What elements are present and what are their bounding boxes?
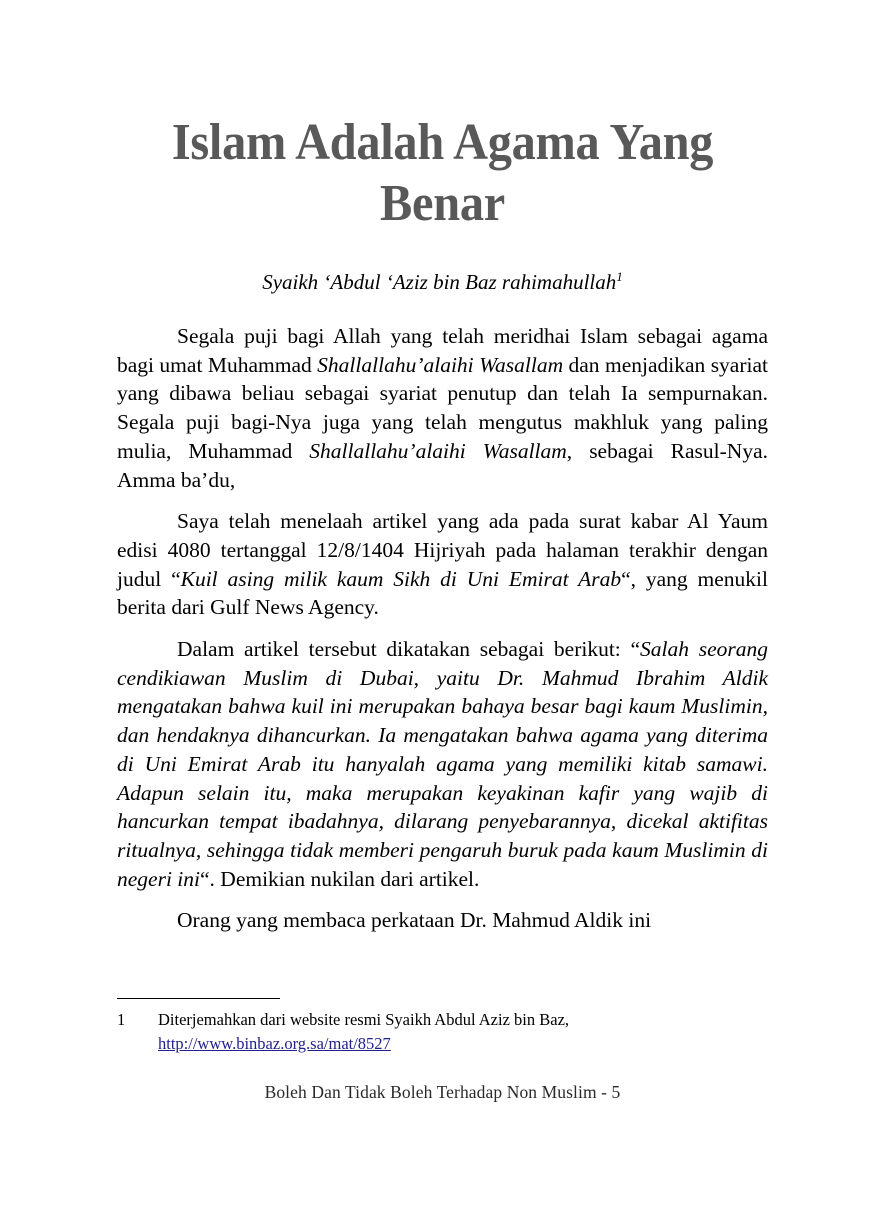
- text-run: “. Demikian nukilan dari artikel.: [200, 866, 480, 891]
- author-name: Syaikh ‘Abdul ‘Aziz bin Baz rahimahullah: [262, 269, 617, 294]
- text-run: Kuil asing milik kaum Sikh di Uni Emirat Arab: [180, 566, 622, 591]
- text-run: Shallallahu’alaihi Wasallam: [309, 438, 567, 463]
- text-run: , sebagai Rasul-Nya. Amma ba’du,: [117, 438, 768, 492]
- text-run: Salah seorang cendikiawan Muslim di Dubai, yaitu Dr. Mahmud Ibrahim Aldik mengatakan bahwa kuil ini merupakan bahaya besar bagi kaum Muslimin, dan hendaknya dihancurkan. Ia mengatakan bahwa agama yang diterima di Uni Emirat Arab itu hanyalah agama yang memiliki kitab samawi. Adapun selain itu, maka merupakan keyakinan kafir yang wajib di hancurkan tempat ibadahnya, dilarang penyebarannya, dicekal aktifitas ritualnya, sehingga tidak memberi pengaruh buruk pada kaum Muslimin di negeri ini: [117, 637, 768, 891]
- paragraph-4: [117, 906, 768, 935]
- paragraph-2: [117, 507, 768, 622]
- body-text: [117, 296, 768, 935]
- footnote-url-link[interactable]: http://www.binbaz.org.sa/mat/8527: [158, 1034, 391, 1053]
- footnote-text: Diterjemahkan dari website resmi Syaikh Abdul Aziz bin Baz,: [158, 1010, 570, 1029]
- page-title: Islam Adalah Agama Yang Benar: [171, 114, 714, 233]
- text-run: dan menjadikan syariat yang dibawa beliau sebagai syariat penutup dan telah Ia sempurnakan. Segala puji bagi-Nya juga yang telah mengutus makhluk yang paling mulia, Muhammad: [117, 352, 769, 463]
- footnote-marker: 1: [117, 1010, 126, 1029]
- author-byline: [117, 235, 768, 296]
- text-run: Saya telah menelaah artikel yang ada pada surat kabar Al Yaum edisi 4080 tertanggal 12/8/1404 Hijriyah pada halaman terakhir dengan judul “: [117, 509, 768, 591]
- text-run: Dalam artikel tersebut dikatakan sebagai berikut: “: [177, 637, 641, 662]
- text-run: Segala puji bagi Allah yang telah meridhai Islam sebagai agama bagi umat Muhammad: [117, 324, 768, 377]
- footnote-1: [117, 1008, 768, 1055]
- footnote-separator-rule: [117, 998, 280, 999]
- page-footer: Boleh Dan Tidak Boleh Terhadap Non Muslim - 5: [264, 1082, 621, 1102]
- footnote-reference-marker: 1: [616, 268, 623, 284]
- footnote-body: [158, 1008, 768, 1055]
- text-run: Orang yang membaca perkataan Dr. Mahmud Aldik ini: [177, 908, 652, 933]
- text-run: Shallallahu’alaihi Wasallam: [317, 352, 564, 377]
- footnote-area: [117, 998, 768, 1055]
- paragraph-1: [117, 322, 768, 494]
- text-run: “, yang menukil berita dari Gulf News Agency.: [117, 566, 768, 620]
- paragraph-3: [117, 635, 768, 893]
